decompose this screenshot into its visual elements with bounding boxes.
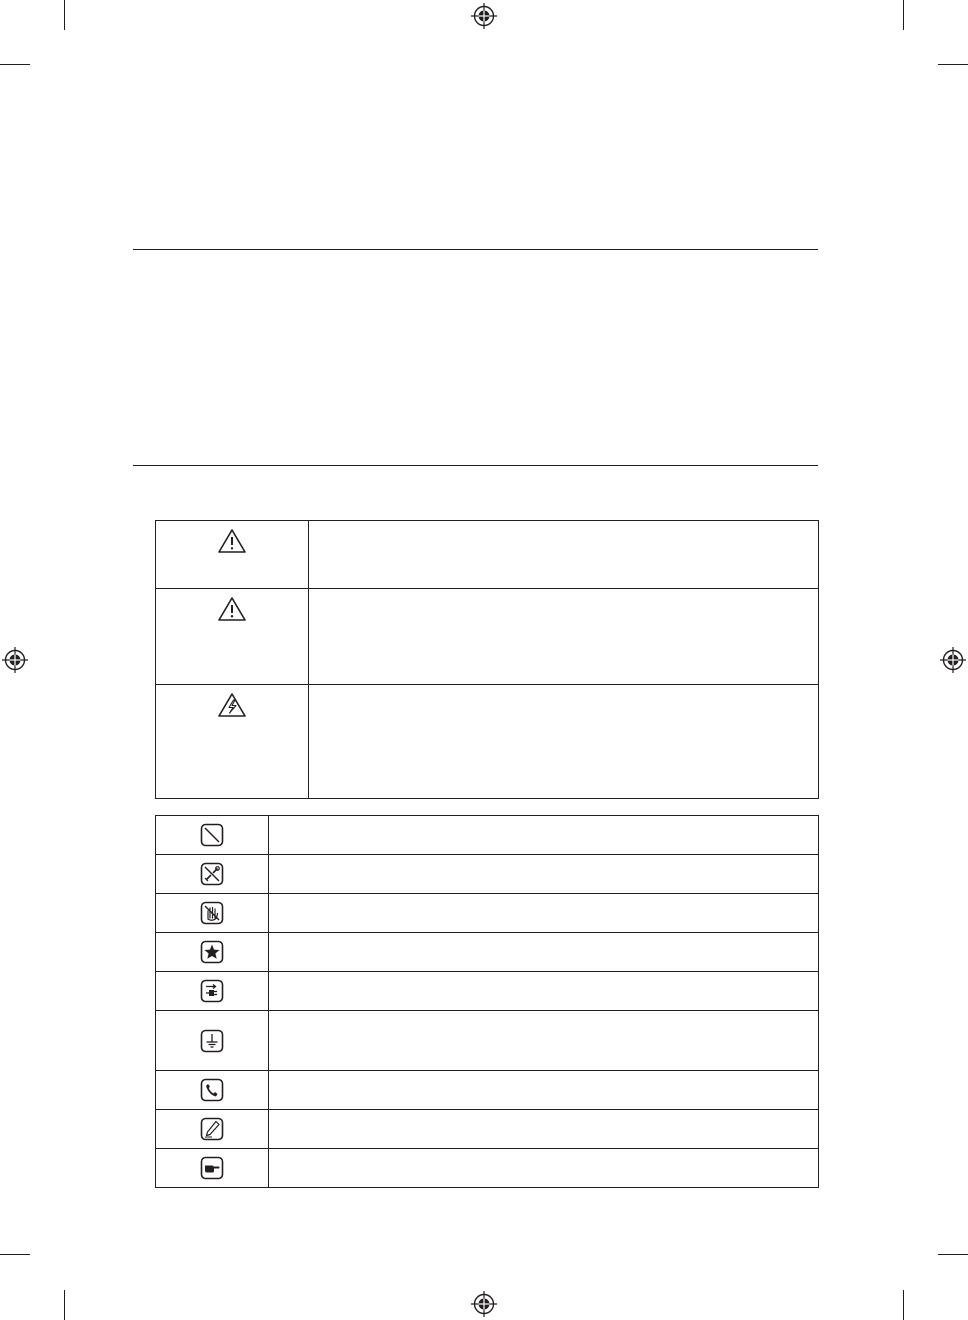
precaution-symbols-table — [155, 815, 819, 1188]
table-row — [156, 816, 819, 855]
crop-mark — [938, 1254, 968, 1255]
crop-mark — [903, 1290, 904, 1320]
crop-mark — [64, 0, 65, 30]
do-not-icon — [200, 823, 224, 847]
do-not-touch-icon — [200, 901, 224, 925]
registration-mark-icon — [940, 647, 966, 673]
registration-mark-icon — [471, 3, 497, 29]
symbol-description — [269, 1110, 819, 1149]
do-not-disassemble-icon — [200, 862, 224, 886]
symbol-description — [269, 855, 819, 894]
registration-mark-icon — [2, 647, 28, 673]
table-row — [156, 589, 819, 685]
symbol-description — [269, 1011, 819, 1071]
symbol-description — [269, 816, 819, 855]
symbol-description — [309, 685, 819, 799]
symbol-description — [269, 1149, 819, 1188]
symbol-description — [269, 933, 819, 972]
crop-mark — [64, 1290, 65, 1320]
registration-mark-icon — [471, 1291, 497, 1317]
table-row — [156, 1149, 819, 1188]
table-row — [156, 894, 819, 933]
crop-mark — [903, 0, 904, 30]
crop-mark — [938, 64, 968, 65]
table-row — [156, 1071, 819, 1110]
symbol-description — [269, 972, 819, 1011]
unplug-icon — [200, 979, 224, 1003]
table-row — [156, 1110, 819, 1149]
table-row — [156, 972, 819, 1011]
electric-shock-icon — [217, 692, 247, 718]
table-row — [156, 685, 819, 799]
follow-directions-icon — [200, 940, 224, 964]
section-divider — [133, 249, 818, 250]
warning-symbols-table — [155, 520, 819, 799]
symbol-description — [309, 589, 819, 685]
crop-mark — [0, 64, 30, 65]
contact-service-icon — [200, 1078, 224, 1102]
table-row — [156, 521, 819, 589]
caution-triangle-icon — [217, 596, 247, 622]
warning-triangle-icon — [217, 528, 247, 554]
important-icon — [200, 1156, 224, 1180]
note-icon — [200, 1117, 224, 1141]
symbol-description — [269, 1071, 819, 1110]
table-row — [156, 933, 819, 972]
symbol-description — [309, 521, 819, 589]
earth-ground-icon — [200, 1029, 224, 1053]
crop-mark — [0, 1254, 30, 1255]
symbol-description — [269, 894, 819, 933]
section-divider — [133, 465, 818, 466]
table-row — [156, 855, 819, 894]
table-row — [156, 1011, 819, 1071]
